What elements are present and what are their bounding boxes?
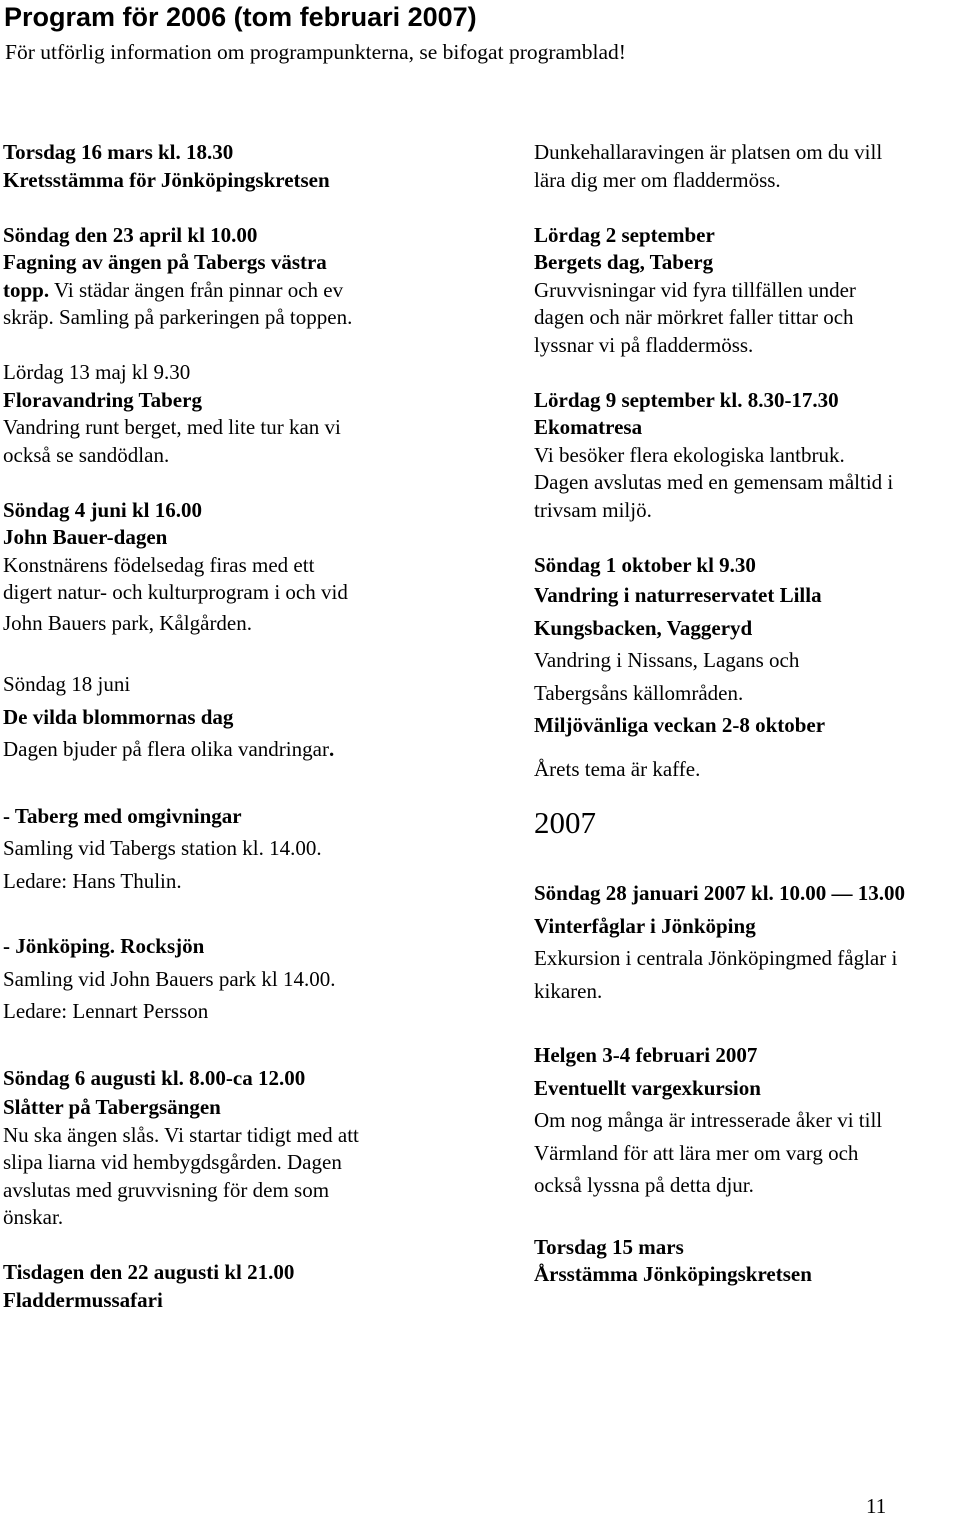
event-title: Kretsstämma för Jönköpingskretsen: [3, 167, 330, 192]
event-description: [3, 733, 508, 766]
event-date: Söndag 28 januari 2007 kl. 10.00 — 13.00: [534, 881, 906, 905]
event-leader: Ledare: Hans Thulin.: [3, 868, 182, 893]
event-title: Vinterfåglar i Jönköping: [534, 913, 756, 938]
event-taberg-omgivningar: [3, 800, 508, 898]
event-description: Dagen avslutas med en gemensam måltid i: [534, 470, 894, 494]
event-arets-tema: [534, 753, 960, 786]
event-description: digert natur- och kulturprogram i och vid: [3, 580, 348, 604]
event-title: - Jönköping. Rocksjön: [3, 934, 205, 958]
event-title: De vilda blommornas dag: [3, 704, 234, 729]
event-title: topp.: [3, 277, 50, 302]
event-fagning: [3, 222, 508, 332]
event-date: Lördag 13 maj kl 9.30: [3, 360, 191, 384]
event-title: Slåtter på Tabergsängen: [3, 1095, 221, 1119]
event-description: också lyssna på detta djur.: [534, 1173, 754, 1197]
event-description: skräp. Samling på parkeringen på toppen.: [3, 305, 353, 329]
event-description: Gruvvisningar vid fyra tillfällen under: [534, 277, 856, 302]
event-description: Värmland för att lära mer om varg och: [534, 1140, 859, 1165]
event-description: kikaren.: [534, 978, 603, 1003]
event-title: Floravandring Taberg: [3, 387, 202, 412]
event-kretsstamma: [3, 139, 508, 194]
event-date: Lördag 9 september kl. 8.30-17.30: [534, 387, 839, 412]
event-description: lära dig mer om fladdermöss.: [534, 167, 781, 192]
event-description-text: Vi städar ängen från pinnar och ev: [49, 277, 344, 302]
event-date: Söndag 1 oktober kl 9.30: [534, 552, 756, 577]
event-description: Exkursion i centrala Jönköpingmed fåglar i: [534, 946, 898, 970]
event-slatter: [3, 1062, 508, 1232]
event-description-period: .: [328, 737, 335, 761]
event-date: Söndag 4 juni kl 16.00: [3, 497, 202, 522]
event-title: - Taberg med omgivningar: [3, 803, 242, 828]
event-date: Helgen 3-4 februari 2007: [534, 1043, 758, 1067]
event-description: dagen och när mörkret faller tittar och: [534, 305, 854, 329]
event-floravandring: [3, 359, 508, 469]
event-title: Vandring i naturreservatet Lilla: [534, 583, 822, 607]
event-description: Vandring runt berget, med lite tur kan vi: [3, 415, 341, 439]
event-john-bauer-dagen: [3, 497, 508, 640]
event-description: Vi besöker flera ekologiska lantbruk.: [534, 442, 845, 467]
page-title: Program för 2006 (tom februari 2007): [4, 2, 477, 32]
event-vinterfaglar: [534, 877, 960, 1007]
event-description: Dunkehallaravingen är platsen om du vill: [534, 140, 883, 164]
event-title: Fladdermussafari: [3, 1287, 163, 1312]
event-description: trivsam miljö.: [534, 497, 652, 522]
event-date: Lördag 2 september: [534, 222, 715, 247]
event-description: Vandring i Nissans, Lagans och: [534, 648, 800, 672]
left-column: [3, 139, 508, 1314]
event-description: önskar.: [3, 1205, 64, 1229]
event-vilda-blommornas-dag: [3, 668, 508, 766]
event-description: Om nog många är intresserade åker vi till: [534, 1108, 883, 1132]
event-description: Konstnärens födelsedag firas med ett: [3, 552, 315, 577]
event-arsstamma: [534, 1234, 960, 1289]
year-heading: [534, 803, 960, 843]
event-fladdermussafari-description: [534, 139, 960, 194]
event-bergets-dag: [534, 222, 960, 360]
event-meeting-point: Samling vid John Bauers park kl 14.00.: [3, 966, 336, 991]
event-title: John Bauer-dagen: [3, 525, 168, 549]
event-title: Miljövänliga veckan 2-8 oktober: [534, 713, 826, 737]
page-number: 11: [866, 1494, 887, 1518]
event-title: Bergets dag, Taberg: [534, 250, 714, 274]
event-title: Eventuellt vargexkursion: [534, 1075, 761, 1100]
year-label: 2007: [534, 805, 596, 840]
event-date: Tisdagen den 22 augusti kl 21.00: [3, 1260, 295, 1284]
event-description: också se sandödlan.: [3, 442, 170, 467]
event-date: Söndag den 23 april kl 10.00: [3, 222, 258, 247]
event-description: Tabergsåns källområden.: [534, 680, 744, 705]
event-description-text: Dagen bjuder på flera olika vandringar: [3, 737, 329, 761]
event-title: Ekomatresa: [534, 415, 643, 439]
event-title: Kungsbacken, Vaggeryd: [534, 615, 753, 640]
event-meeting-point: Samling vid Tabergs station kl. 14.00.: [3, 836, 322, 860]
event-description: Årets tema är kaffe.: [534, 756, 701, 781]
event-description: avslutas med gruvvisning för dem som: [3, 1177, 330, 1202]
event-date: Torsdag 15 mars: [534, 1234, 684, 1259]
event-jonkoping-rocksjon: [3, 930, 508, 1028]
event-fladdermussafari: [3, 1259, 508, 1314]
event-description: slipa liarna vid hembygdsgården. Dagen: [3, 1150, 342, 1174]
event-leader: Ledare: Lennart Persson: [3, 999, 209, 1023]
event-description: John Bauers park, Kålgården.: [3, 610, 253, 635]
event-vargexkursion: [534, 1039, 960, 1202]
event-title: Årsstämma Jönköpingskretsen: [534, 1262, 812, 1286]
event-description: Nu ska ängen slås. Vi startar tidigt med att: [3, 1122, 359, 1147]
event-date: Söndag 6 augusti kl. 8.00-ca 12.00: [3, 1065, 306, 1090]
right-column: [534, 139, 960, 1289]
event-date: Torsdag 16 mars kl. 18.30: [3, 140, 234, 164]
event-title: Fagning av ängen på Tabergs västra: [3, 250, 327, 274]
event-ekomatresa: [534, 387, 960, 525]
event-date: Söndag 18 juni: [3, 672, 131, 696]
page-subtitle: För utförlig information om programpunkterna, se bifogat programblad!: [5, 40, 626, 64]
event-description: [3, 277, 508, 305]
event-vandring-lilla-kungsbacken: [534, 552, 960, 742]
event-description: lyssnar vi på fladdermöss.: [534, 332, 754, 357]
